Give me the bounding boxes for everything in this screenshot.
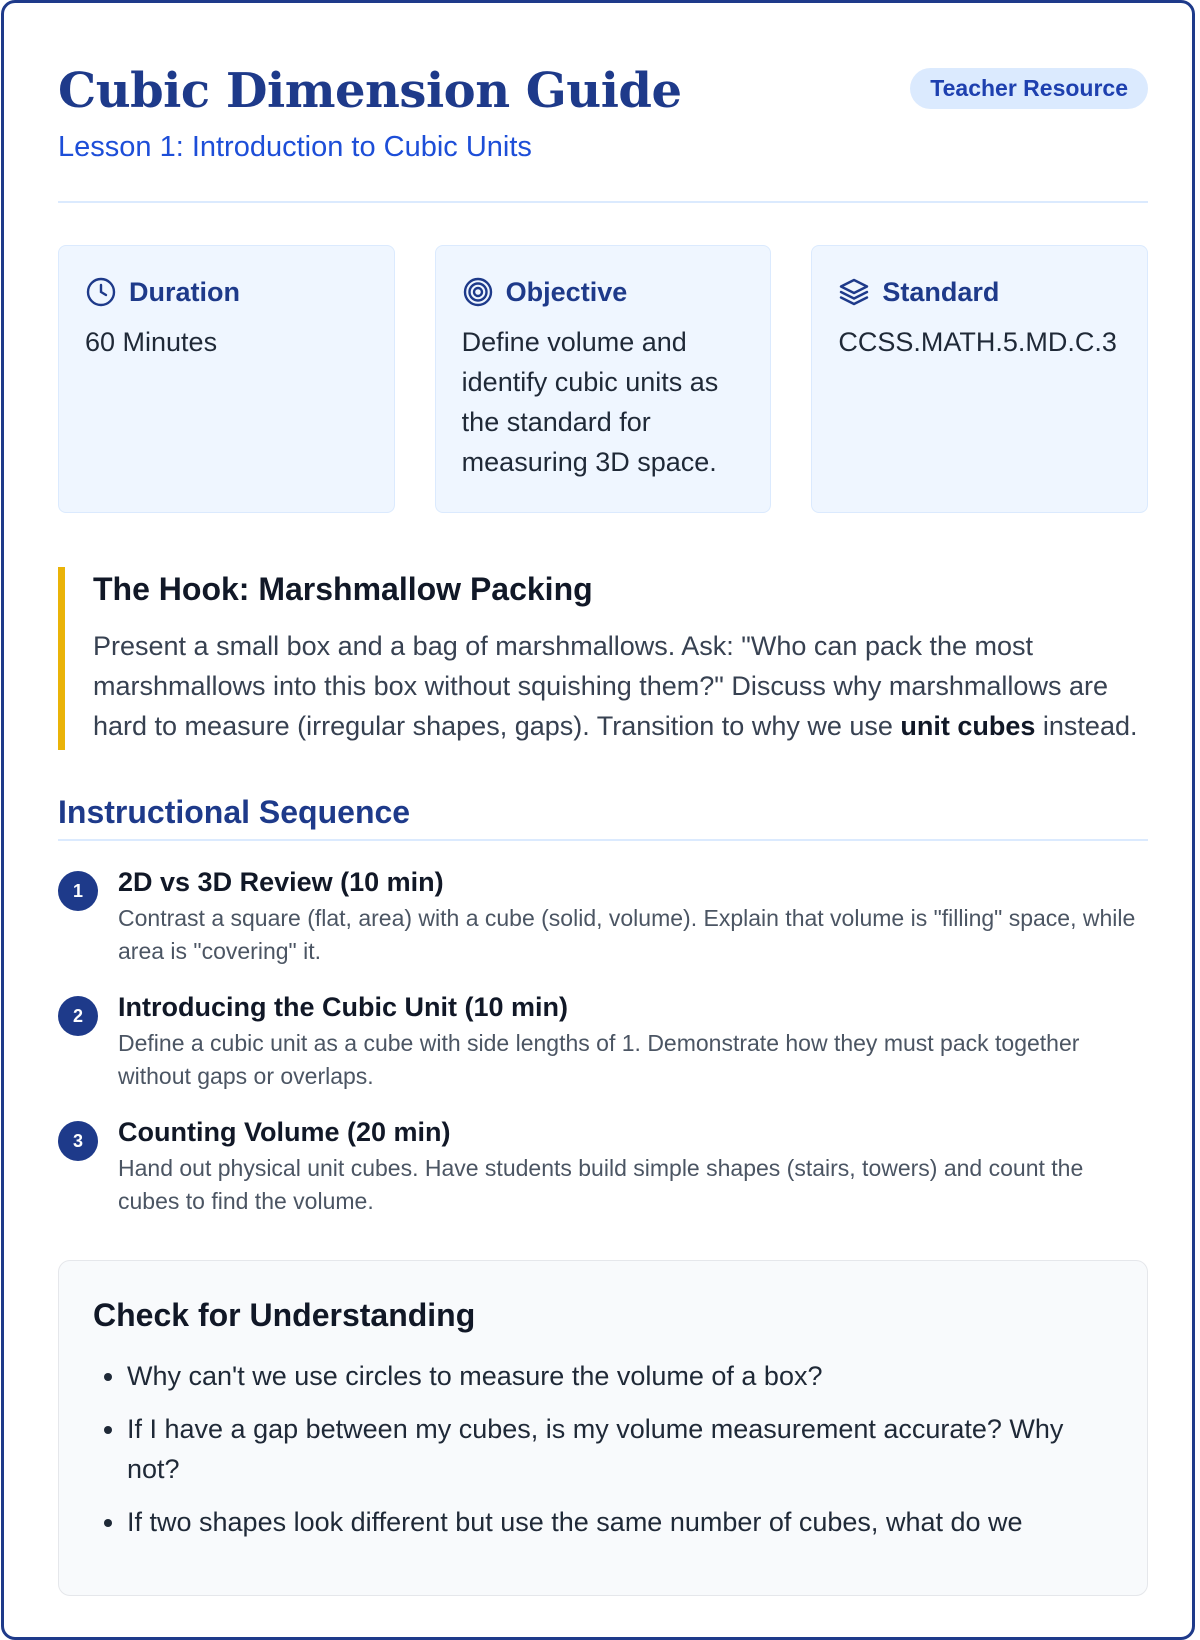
- hook-text-end: instead.: [1035, 711, 1138, 741]
- step-title: 2D vs 3D Review (10 min): [118, 867, 444, 897]
- step-number-badge: 3: [58, 1121, 98, 1161]
- teacher-resource-badge: Teacher Resource: [910, 68, 1148, 109]
- check-question: • If I have a gap between my cubes, is my volume measurement accurate? Why not?: [127, 1409, 1113, 1489]
- check-question: • Why can't we use circles to measure the volume of a box?: [127, 1356, 1113, 1396]
- step-number-badge: 1: [58, 871, 98, 911]
- sequence-step: [58, 1117, 1148, 1218]
- hook-text: [93, 626, 1148, 746]
- step-description: Contrast a square (flat, area) with a cube (solid, volume). Explain that volume is "filling" space, while area is "covering" it.: [118, 905, 1136, 964]
- clock-icon: [85, 276, 117, 308]
- sequence-title: Instructional Sequence: [58, 794, 1148, 841]
- hook-title: The Hook: Marshmallow Packing: [93, 571, 593, 607]
- step-title: Counting Volume (20 min): [118, 1117, 451, 1147]
- hook-text-start: Present a small box and a bag of marshmallows. Ask: "Who can pack the most marshmallows into this box without squishing them?" Discuss why marshmallows are hard to measure (irregular shapes, gaps). Transition to why we use: [93, 631, 1108, 741]
- layers-icon: [838, 276, 870, 308]
- check-question-list: [93, 1356, 1113, 1542]
- hook-section: [58, 567, 1148, 750]
- step-number-badge: 2: [58, 996, 98, 1036]
- check-for-understanding: [58, 1260, 1148, 1596]
- check-question: • If two shapes look different but use the same number of cubes, what do we: [127, 1502, 1113, 1542]
- lesson-page: [1, 0, 1195, 1640]
- duration-value: 60 Minutes: [85, 327, 218, 357]
- standard-value: CCSS.MATH.5.MD.C.3: [838, 327, 1117, 357]
- standard-label: Standard: [882, 276, 1000, 307]
- page-header: [58, 63, 1148, 203]
- standard-card: [811, 245, 1148, 513]
- step-description: Define a cubic unit as a cube with side lengths of 1. Demonstrate how they must pack together without gaps or overlaps.: [118, 1030, 1080, 1089]
- objective-value: Define volume and identify cubic units as the standard for measuring 3D space.: [461, 327, 719, 477]
- objective-card: [435, 245, 772, 513]
- page-title: Cubic Dimension Guide: [58, 63, 682, 119]
- step-description: Hand out physical unit cubes. Have students build simple shapes (stairs, towers) and count the cubes to find the volume.: [118, 1155, 1084, 1214]
- duration-label: Duration: [129, 276, 240, 307]
- target-icon: [462, 276, 494, 308]
- lesson-subtitle: Lesson 1: Introduction to Cubic Units: [58, 131, 532, 163]
- check-title: Check for Understanding: [93, 1297, 476, 1333]
- sequence-step: [58, 992, 1148, 1093]
- step-title: Introducing the Cubic Unit (10 min): [118, 992, 568, 1022]
- duration-card: [58, 245, 395, 513]
- lesson-info-cards: [58, 245, 1148, 513]
- objective-label: Objective: [505, 276, 628, 307]
- page-content: [58, 59, 1148, 1596]
- sequence-steps: [58, 867, 1148, 1218]
- hook-text-emphasis: unit cubes: [900, 711, 1036, 741]
- sequence-step: [58, 867, 1148, 968]
